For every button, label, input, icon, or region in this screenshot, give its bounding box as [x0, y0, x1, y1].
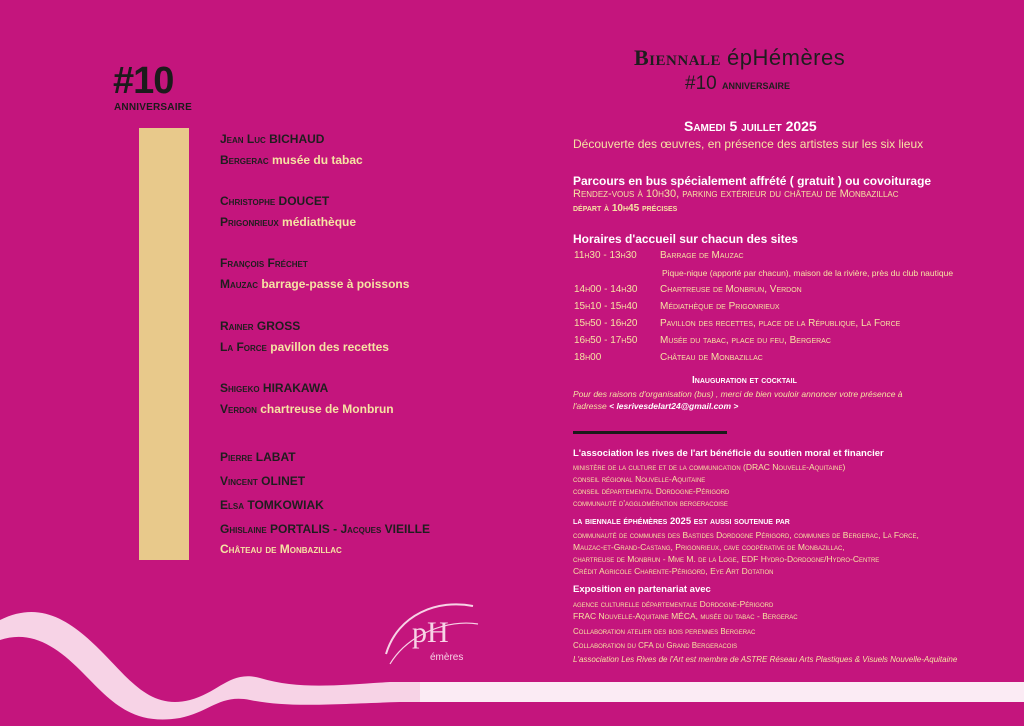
artist-entry: [220, 131, 363, 168]
schedule-time: 14h00 - 14h30: [574, 284, 638, 295]
ephemeres-logo: [378, 594, 488, 672]
schedule-time: 16h50 - 17h50: [574, 335, 638, 346]
artist-venue: musée du tabac: [272, 153, 363, 167]
artist-venue: pavillon des recettes: [270, 340, 389, 354]
support-item: communauté d'agglomération bergeracoise: [573, 498, 728, 508]
artist-venue: médiathèque: [282, 215, 357, 229]
bus-departure: départ à 10h45 précises: [573, 203, 678, 214]
partner-item: agence culturelle départementale Dordogne-Périgord: [573, 599, 774, 609]
bus-meeting: Rendez-vous à 10h30, parking extérieur du château de Monbazillac: [573, 188, 899, 200]
schedule-site: Chartreuse de Monbrun, Verdon: [660, 284, 802, 295]
schedule-row: [574, 250, 744, 261]
schedule-heading: Horaires d'accueil sur chacun des sites: [573, 232, 798, 246]
collaboration-1: Collaboration atelier des bois perennes Bergerac: [573, 627, 756, 636]
artist-venue: barrage-passe à poissons: [261, 277, 410, 291]
support-item: Mauzac-et-Grand-Castang, Prigonrieux, cave coopérative de Monbazillac,: [573, 542, 845, 552]
artist-venue: Château de Monbazillac: [220, 542, 342, 556]
partnership-heading: Exposition en partenariat avec: [573, 584, 711, 595]
anniversary-title: [685, 73, 790, 95]
schedule-site: Barrage de Mauzac: [660, 250, 744, 261]
ribbon-highlight: [420, 682, 1024, 702]
support-heading-2: la biennale éphémères 2025 est aussi soutenue par: [573, 516, 790, 527]
artist-group: [220, 445, 430, 557]
anniversary-label: ANNIVERSAIRE: [114, 102, 192, 113]
support-list-2: [573, 529, 919, 577]
artist-place: Mauzac: [220, 277, 258, 291]
artist-place: Prigonrieux: [220, 215, 279, 229]
support-heading: L'association les rives de l'art bénéficie du soutien moral et financier: [573, 448, 884, 459]
artist-name: Christophe DOUCET: [220, 194, 330, 208]
artist-name: Shigeko HIRAKAWA: [220, 381, 329, 395]
logo-mark: pH: [412, 616, 449, 649]
schedule-row: [574, 284, 802, 295]
artist-name: Elsa TOMKOWIAK: [220, 498, 324, 512]
partner-item: FRAC Nouvelle-Aquitaine MÉCA, musée du tabac - Bergerac: [573, 611, 798, 621]
issue-number: #10: [113, 60, 174, 102]
support-item: communauté de communes des Bastides Dordogne Périgord, communes de Bergerac, La Force,: [573, 530, 919, 540]
inauguration-title: Inauguration et cocktail: [692, 375, 797, 386]
artist-entry: [220, 193, 356, 230]
schedule-row: [574, 335, 831, 346]
artist-entry: [220, 255, 409, 292]
support-item: Crédit Agricole Charente-Périgord, Eye Art Dotation: [573, 566, 774, 576]
event-date: Samedi 5 juillet 2025: [684, 118, 817, 134]
bus-heading: Parcours en bus spécialement affrété ( gratuit ) ou covoiturage: [573, 174, 932, 188]
inauguration-note: Pour des raisons d'organisation (bus) , merci de bien vouloir annoncer votre présence à: [573, 389, 903, 399]
artist-name: Jean Luc BICHAUD: [220, 132, 325, 146]
schedule-row: [574, 301, 780, 312]
artist-name: Rainer GROSS: [220, 319, 301, 333]
schedule-time: 18h00: [574, 352, 602, 363]
email-prefix: l'adresse: [573, 401, 610, 411]
support-list: [573, 461, 845, 509]
inauguration-email-line: [573, 401, 738, 411]
artist-place: La Force: [220, 340, 267, 354]
artist-entry: [220, 380, 394, 417]
artist-name: Ghislaine PORTALIS - Jacques VIEILLE: [220, 522, 431, 536]
biennale-word: Biennale: [634, 45, 722, 70]
anniversary-word: anniversaire: [721, 77, 790, 92]
schedule-time: 11h30 - 13h30: [574, 250, 637, 261]
ribbon-decoration: [0, 600, 1024, 726]
ephemeres-word: épHémères: [727, 45, 846, 70]
support-item: ministère de la culture et de la communication (DRAC Nouvelle-Aquitaine): [573, 462, 846, 472]
contact-email[interactable]: < lesrivesdelart24@gmail.com >: [609, 401, 739, 411]
artist-entry: [220, 318, 389, 355]
ribbon-shape: [0, 612, 1024, 720]
support-item: conseil départemental Dordogne-Périgord: [573, 486, 730, 496]
schedule-site: Musée du tabac, place du feu, Bergerac: [660, 335, 831, 346]
schedule-row: [574, 318, 900, 329]
astre-membership: L'association Les Rives de l'Art est membre de ASTRE Réseau Arts Plastiques & Visuels Nouvelle-Aquitaine: [573, 655, 958, 664]
support-item: chartreuse de Monbrun - Mme M. de la Loge, EDF Hydro-Dordogne/Hydro-Centre: [573, 554, 880, 564]
collaboration-2: Collaboration du CFA du Grand Bergeracois: [573, 641, 738, 650]
schedule-time: 15h10 - 15h40: [574, 301, 638, 312]
artist-name: François Fréchet: [220, 256, 308, 270]
schedule-row: [574, 352, 763, 363]
support-item: conseil régional Nouvelle-Aquitaine: [573, 474, 706, 484]
anniversary-number: #10: [685, 73, 717, 94]
artist-name: Pierre LABAT: [220, 450, 296, 464]
event-subtitle: Découverte des œuvres, en présence des artistes sur les six lieux: [573, 137, 924, 151]
schedule-note: Pique-nique (apporté par chacun), maison de la rivière, près du club nautique: [662, 268, 954, 278]
decorative-bar: [139, 128, 189, 560]
logo-subtext: émères: [430, 652, 464, 663]
section-divider: [573, 431, 727, 434]
biennale-title: [634, 45, 845, 71]
artist-place: Verdon: [220, 402, 257, 416]
artist-name: Vincent OLINET: [220, 474, 306, 488]
schedule-site: Château de Monbazillac: [660, 352, 763, 363]
artist-place: Bergerac: [220, 153, 269, 167]
artist-venue: chartreuse de Monbrun: [260, 402, 394, 416]
schedule-site: Médiathèque de Prigonrieux: [660, 301, 780, 312]
schedule-site: Pavillon des recettes, place de la République, La Force: [660, 318, 901, 329]
schedule-time: 15h50 - 16h20: [574, 318, 638, 329]
